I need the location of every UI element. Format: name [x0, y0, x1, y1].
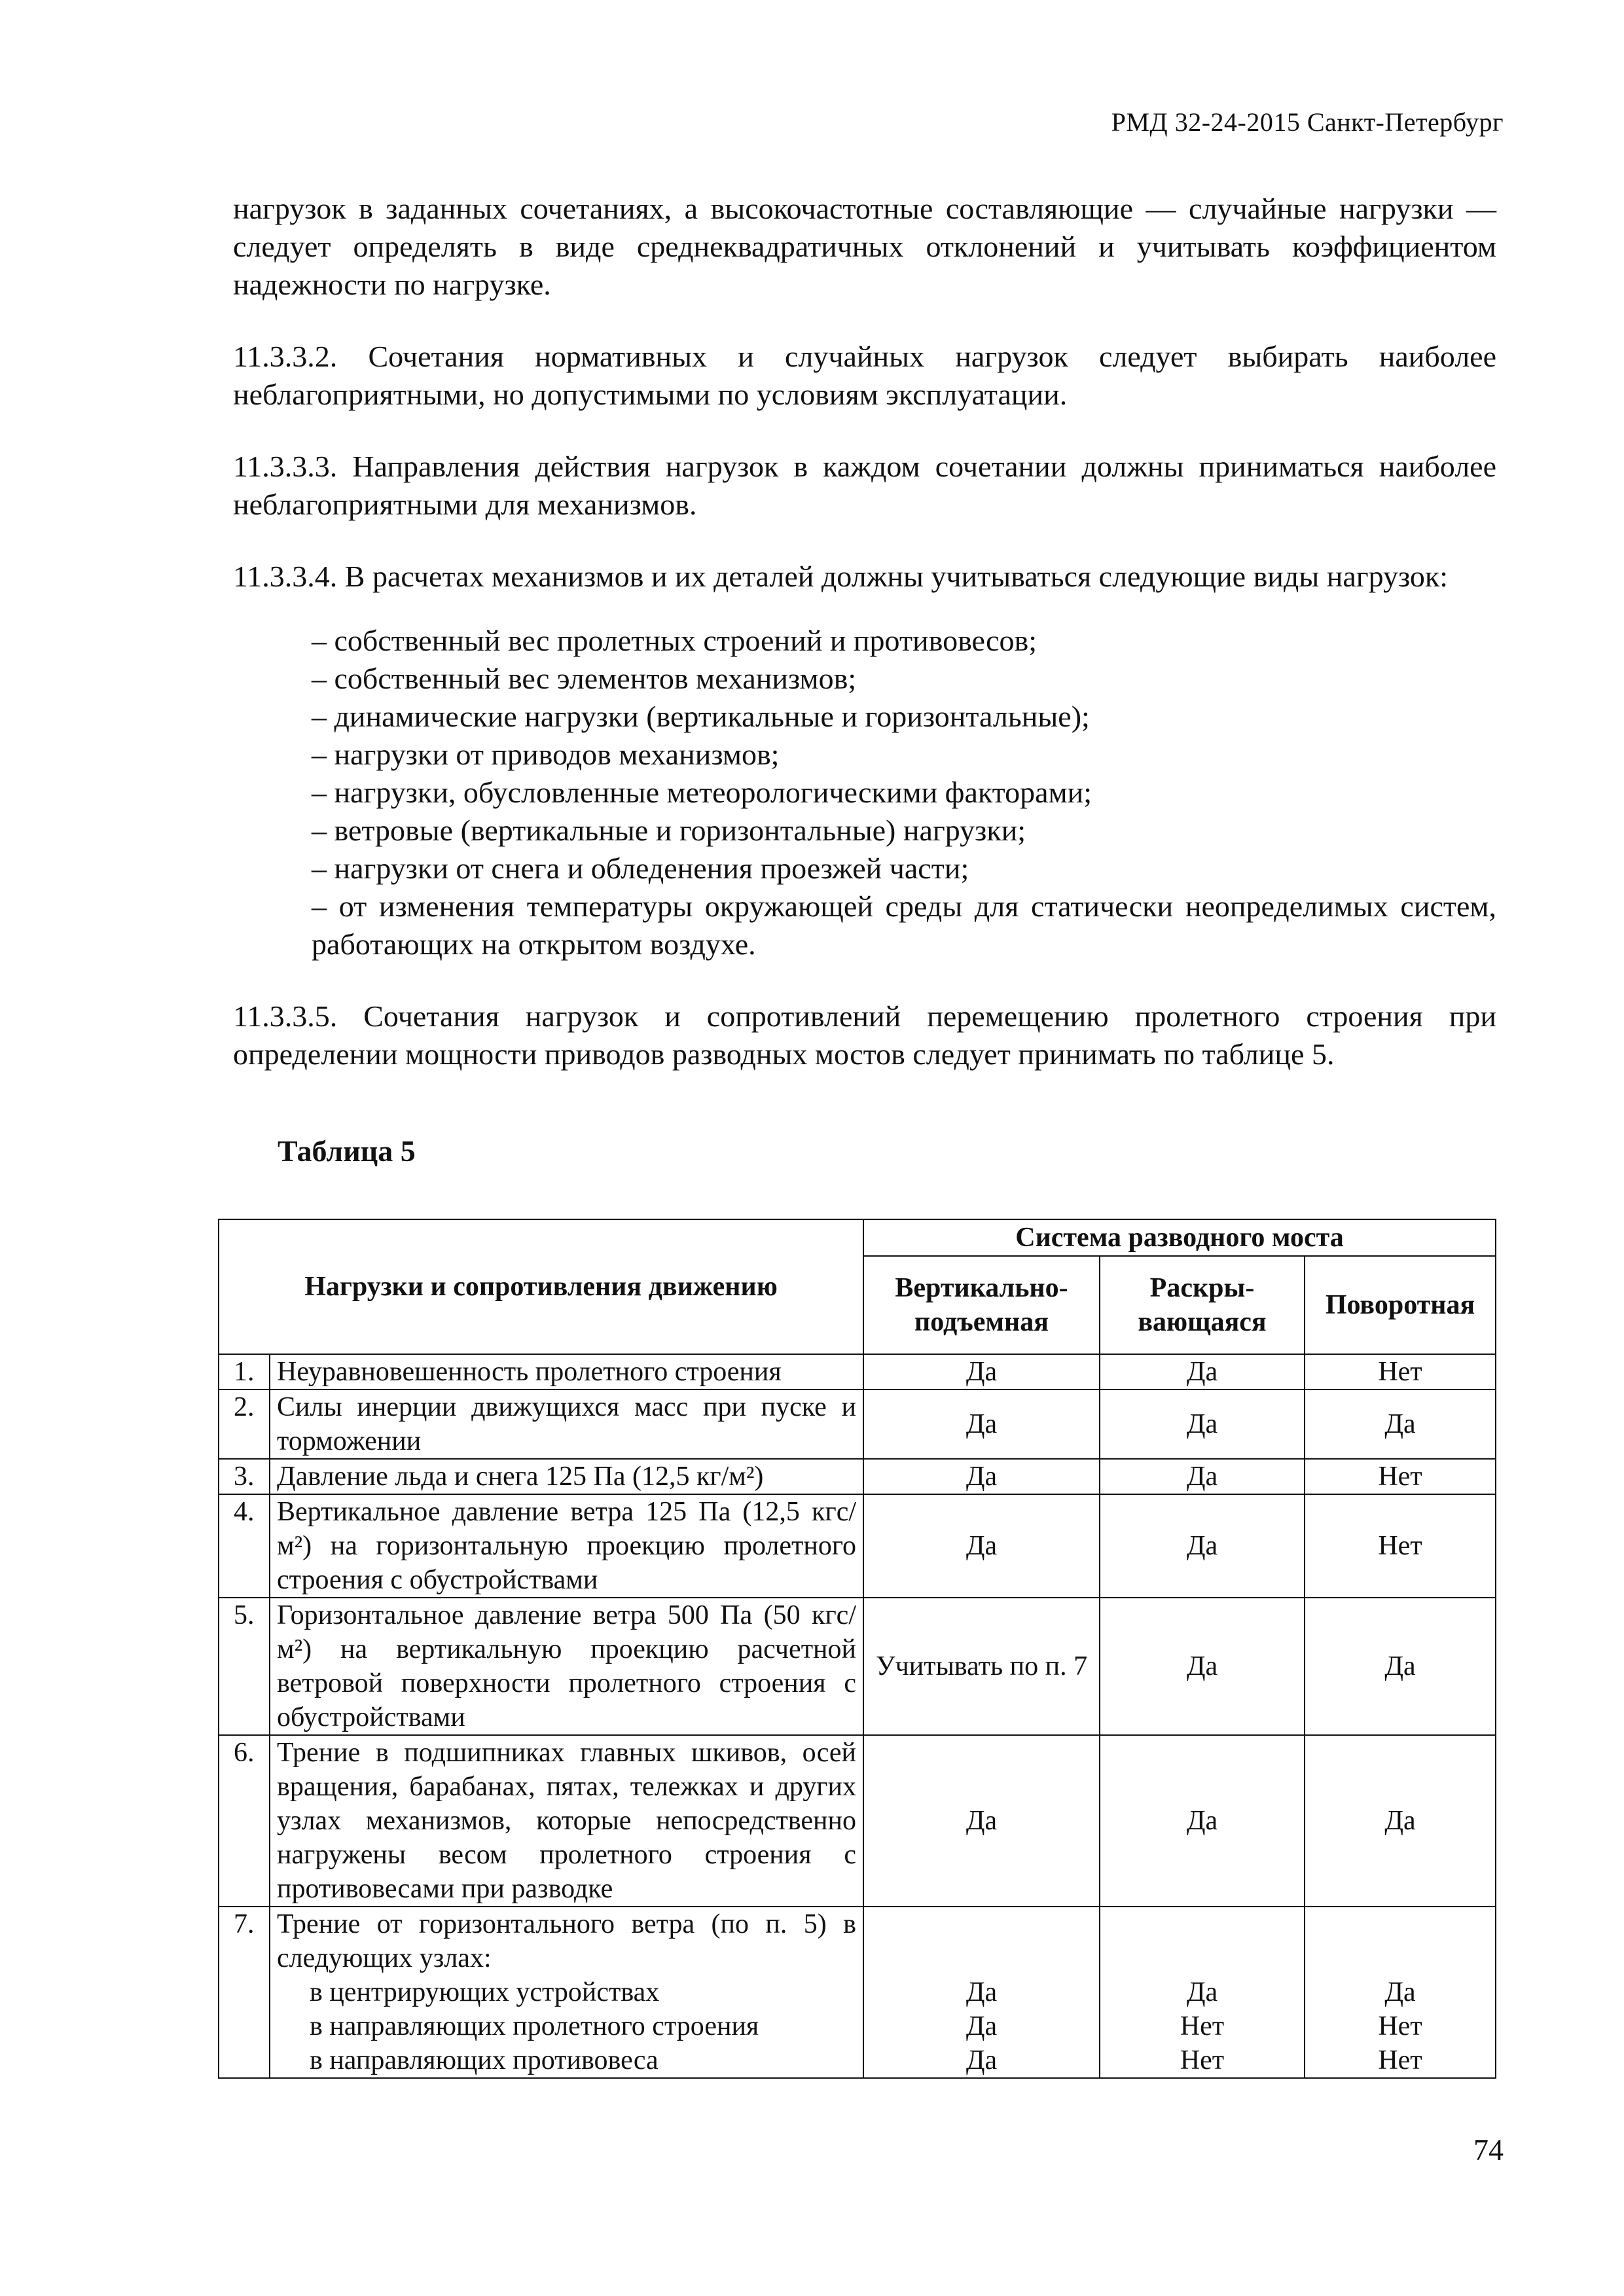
- cell-swing: Да: [1305, 1735, 1496, 1907]
- row-number: 7.: [219, 1907, 270, 2078]
- sub-value: Нет: [1180, 2045, 1225, 2075]
- column-header-bascule: Раскры-вающаяся: [1100, 1256, 1305, 1354]
- list-item: – нагрузки от снега и обледенения проезжей части;: [312, 852, 969, 885]
- row-number: 5.: [219, 1598, 270, 1735]
- sub-item-label: в направляющих пролетного строения: [310, 2011, 759, 2041]
- table-row: [219, 1390, 1496, 1459]
- page-body: [233, 190, 1496, 1170]
- cell-vertical-lift: Да: [863, 1735, 1100, 1907]
- row-description-text: Трение от горизонтального ветра (по п. 5) в следующих узлах:: [277, 1909, 856, 1973]
- cell-vertical-lift: Да: [863, 1494, 1100, 1598]
- list-item: – нагрузки от приводов механизмов;: [312, 738, 780, 771]
- list-item: – нагрузки, обусловленные метеорологическими факторами;: [312, 776, 1092, 809]
- cell-bascule: Да: [1100, 1354, 1305, 1390]
- table-row: [219, 1459, 1496, 1494]
- cell-swing: Нет: [1305, 1354, 1496, 1390]
- sub-value: Нет: [1180, 2011, 1225, 2041]
- cell-bascule: Да: [1100, 1598, 1305, 1735]
- cell-swing: Да: [1305, 1598, 1496, 1735]
- cell-vertical-lift: Учитывать по п. 7: [863, 1598, 1100, 1735]
- column-header-vertical-lift: Вертикально-подъемная: [863, 1256, 1100, 1354]
- sub-item-label: в центрирующих устройствах: [310, 1977, 660, 2007]
- list-item: – собственный вес пролетных строений и противовесов;: [312, 624, 1037, 657]
- table-row: [219, 1494, 1496, 1598]
- cell-bascule: Да: [1100, 1459, 1305, 1494]
- cell-bascule: Да: [1100, 1390, 1305, 1459]
- cell-vertical-lift: Да: [863, 1354, 1100, 1390]
- paragraph: 11.3.3.5. Сочетания нагрузок и сопротивлений перемещению пролетного строения при определении мощности приводов разводных мостов следует принимать по таблице 5.: [233, 999, 1496, 1071]
- row-number: 3.: [219, 1459, 270, 1494]
- column-header-loads: Нагрузки и сопротивления движению: [219, 1219, 863, 1354]
- cell-vertical-lift: [863, 1907, 1100, 2078]
- cell-swing: [1305, 1907, 1496, 2078]
- row-number: 4.: [219, 1494, 270, 1598]
- sub-value: Да: [1384, 1977, 1416, 2007]
- sub-value: Да: [965, 2011, 998, 2041]
- table-row: [219, 1598, 1496, 1735]
- list-item: – от изменения температуры окружающей среды для статически неопределимых систем, работающих на открытом воздухе.: [312, 889, 1496, 961]
- row-number: 6.: [219, 1735, 270, 1907]
- loads-table: [218, 1219, 1496, 2079]
- document-header: РМД 32-24-2015 Санкт-Петербург: [1111, 107, 1504, 137]
- sub-value: Да: [965, 2045, 998, 2075]
- table-row: [219, 1907, 1496, 2078]
- cell-swing: Нет: [1305, 1459, 1496, 1494]
- paragraph: 11.3.3.2. Сочетания нормативных и случайных нагрузок следует выбирать наиболее неблагоприятными, но допустимыми по условиям эксплуатации.: [233, 340, 1496, 411]
- paragraph: нагрузок в заданных сочетаниях, а высокочастотные составляющие — случайные нагрузки — следует определять в виде среднеквадратичных отклонений и учитывать коэффициентом надежности по нагрузке.: [233, 192, 1496, 301]
- list-item: – ветровые (вертикальные и горизонтальные) нагрузки;: [312, 814, 1026, 847]
- cell-bascule: [1100, 1907, 1305, 2078]
- cell-bascule: Да: [1100, 1735, 1305, 1907]
- sub-value: Нет: [1378, 2011, 1422, 2041]
- row-description: Вертикальное давление ветра 125 Па (12,5 кгс/м²) на горизонтальную проекцию пролетного строения с обустройствами: [270, 1494, 863, 1598]
- load-types-list: [233, 622, 1496, 963]
- paragraph: 11.3.3.3. Направления действия нагрузок в каждом сочетании должны приниматься наиболее неблагоприятными для механизмов.: [233, 450, 1496, 521]
- list-item: – собственный вес элементов механизмов;: [312, 662, 857, 695]
- page-number: 74: [1473, 2133, 1504, 2166]
- row-number: 1.: [219, 1354, 270, 1390]
- cell-vertical-lift: Да: [863, 1390, 1100, 1459]
- column-header-swing: Поворотная: [1305, 1256, 1496, 1354]
- table-row: [219, 1735, 1496, 1907]
- row-description: Неуравновешенность пролетного строения: [270, 1354, 863, 1390]
- row-description: Силы инерции движущихся масс при пуске и торможении: [270, 1390, 863, 1459]
- row-description: Трение в подшипниках главных шкивов, осей вращения, барабанах, пятах, тележках и других узлах механизмов, которые непосредственно нагружены весом пролетного строения с противовесами при разводке: [270, 1735, 863, 1907]
- table-row: [219, 1354, 1496, 1390]
- cell-bascule: Да: [1100, 1494, 1305, 1598]
- paragraph: 11.3.3.4. В расчетах механизмов и их деталей должны учитываться следующие виды нагрузок:: [233, 560, 1449, 593]
- sub-value: Нет: [1378, 2045, 1422, 2075]
- sub-value: Да: [965, 1977, 998, 2007]
- sub-item-label: в направляющих противовеса: [310, 2045, 659, 2075]
- row-number: 2.: [219, 1390, 270, 1459]
- column-header-system: Система разводного моста: [863, 1219, 1496, 1256]
- sub-value: Да: [1186, 1977, 1218, 2007]
- row-description: Давление льда и снега 125 Па (12,5 кг/м²): [270, 1459, 863, 1494]
- list-item: – динамические нагрузки (вертикальные и горизонтальные);: [312, 700, 1090, 733]
- row-description: [270, 1907, 863, 2078]
- cell-swing: Да: [1305, 1390, 1496, 1459]
- row-description: Горизонтальное давление ветра 500 Па (50 кгс/м²) на вертикальную проекцию расчетной ветровой поверхности пролетного строения с обустройствами: [270, 1598, 863, 1735]
- cell-vertical-lift: Да: [863, 1459, 1100, 1494]
- cell-swing: Нет: [1305, 1494, 1496, 1598]
- table-caption: Таблица 5: [278, 1134, 416, 1168]
